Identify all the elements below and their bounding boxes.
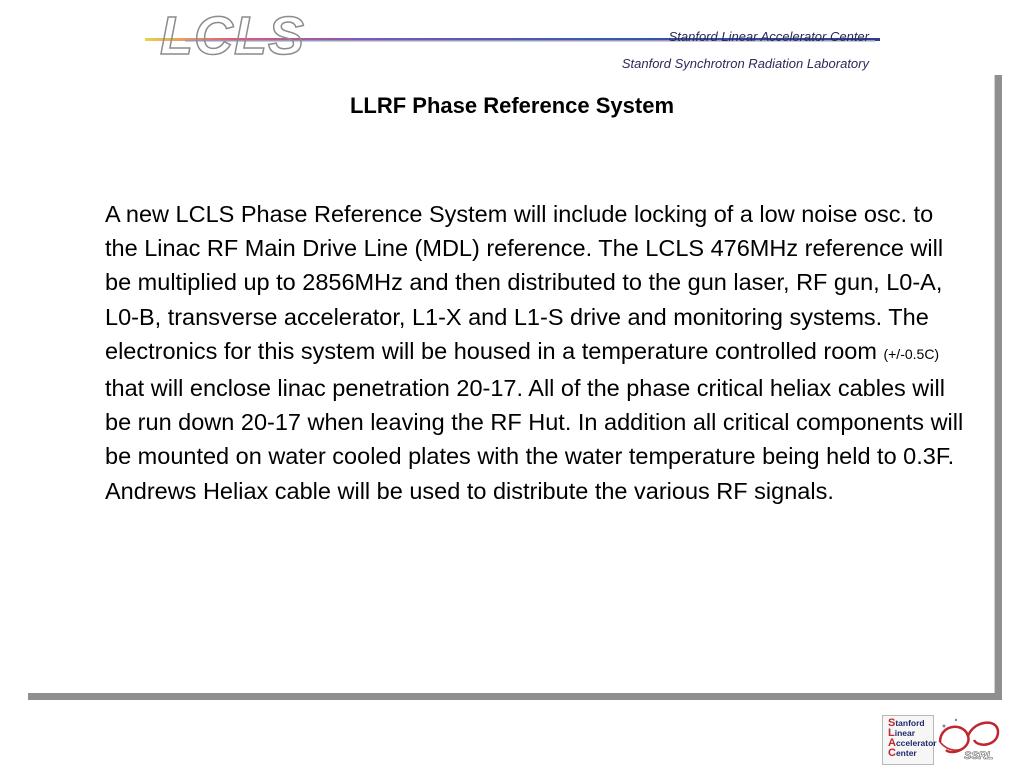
slac-logo-line: Accelerator bbox=[888, 737, 937, 749]
paragraph-text-1: A new LCLS Phase Reference System will include locking of a low noise osc. to the Linac RF Main Drive Line (MDL) reference. The LCLS 476MHz reference will be multiplied up to 2856MHz and then distributed to the gun laser, RF gun, L0-A, L0-B, transverse accelerator, L1-X and L1-S drive and monitoring systems. The electronics for this system will be housed in a temperature controlled room bbox=[105, 201, 944, 364]
footer-logos bbox=[882, 712, 1002, 767]
slide-header bbox=[0, 0, 1024, 80]
frame-shadow-bottom bbox=[28, 693, 1002, 700]
ssrl-name: Stanford Synchrotron Radiation Laboratory bbox=[621, 56, 869, 71]
ssrl-logo-text: SSRL bbox=[964, 750, 994, 762]
slide-title: LLRF Phase Reference System bbox=[349, 93, 675, 118]
slac-logo-line: Linear bbox=[888, 727, 916, 739]
frame-shadow-right bbox=[995, 75, 1002, 700]
slac-name: Stanford Linear Accelerator Center bbox=[668, 29, 869, 44]
slide-body-paragraph bbox=[105, 197, 965, 508]
lcls-logo: LCLS bbox=[160, 6, 305, 66]
paragraph-small-note: (+/-0.5C) bbox=[883, 345, 940, 362]
slac-logo bbox=[882, 715, 937, 765]
slac-logo-line: Stanford bbox=[888, 717, 925, 729]
slac-logo-line: Center bbox=[888, 747, 917, 759]
paragraph-text-2: that will enclose linac penetration 20-17. All of the phase critical heliax cables will be run down 20-17 when leaving the RF Hut. In addition all critical components will be mounted on water cooled plates with the water temperature being held to 0.3F. Andrews Heliax cable will be used to distribute the various RF signals. bbox=[105, 375, 964, 504]
